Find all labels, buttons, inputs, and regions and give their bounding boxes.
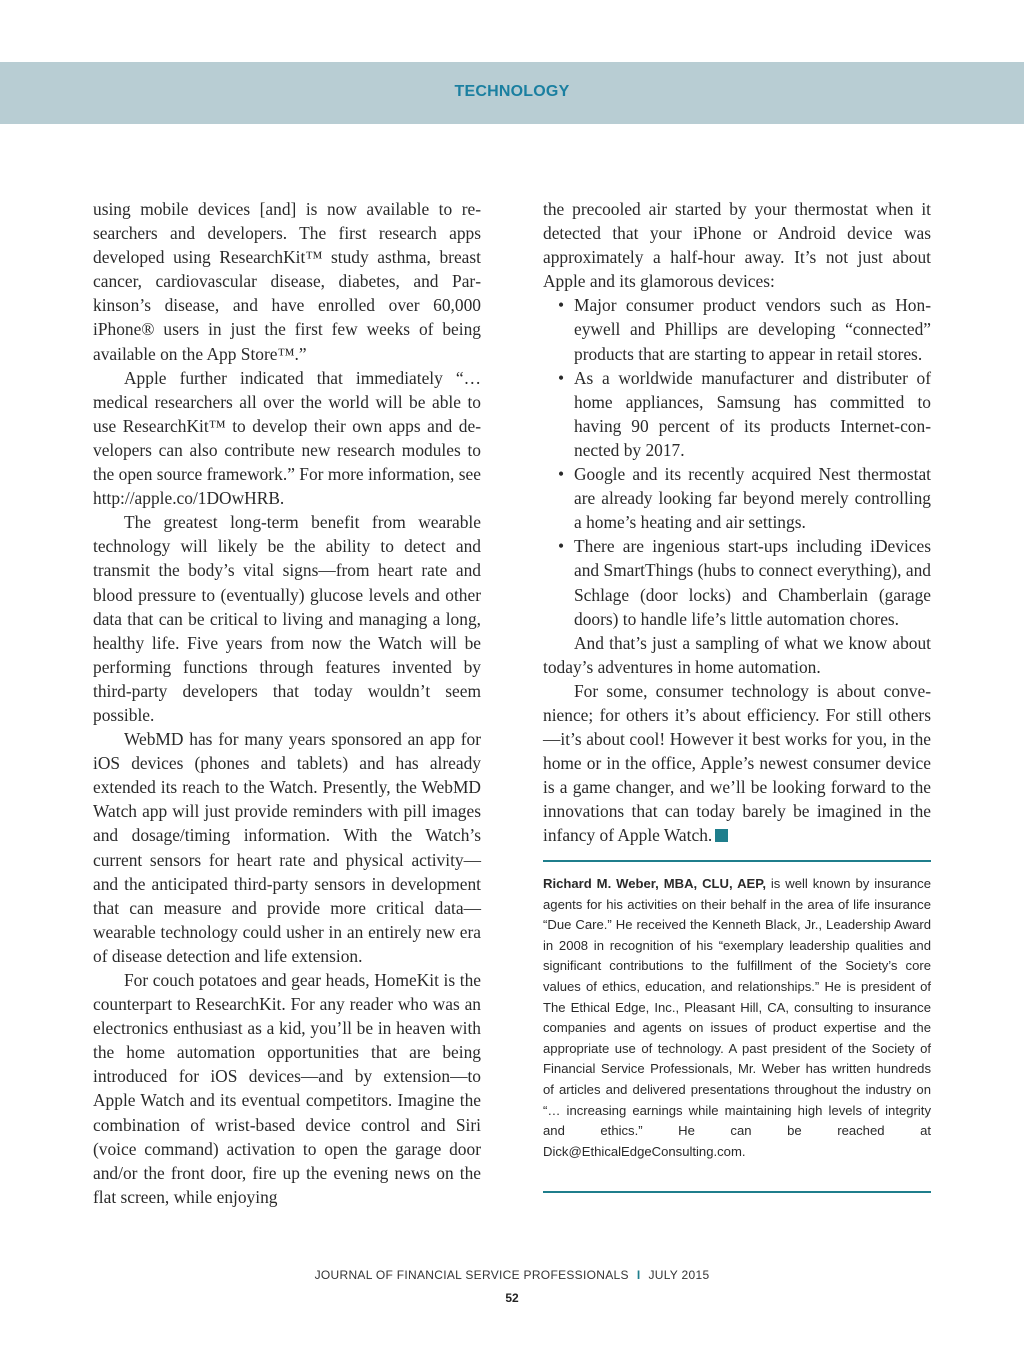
bullet-list — [543, 293, 931, 630]
author-name: Richard M. Weber, MBA, CLU, AEP, — [543, 876, 766, 891]
right-column — [543, 197, 931, 848]
paragraph: For couch potatoes and gear heads, HomeKit is the counterpart to ResearchKit. For any reader who was an electronics enthusiast as a kid, you’ll be in heaven with the home automation opportunities that are being introduced for iOS devices—and by extension—to Apple Watch and its eventual competitors. Imagine the combination of wrist-based device control and Siri (voice command) activation to open the garage door and/or the front door, fire up the evening news on the flat screen, while enjoying — [93, 970, 481, 1207]
paragraph: WebMD has for many years sponsored an app for iOS devices (phones and tablets) and has already extended its reach to the Watch. Presently, the WebMD Watch app will just provide reminders with pill images and dosage/timing information. With the Watch’s current sensors for heart rate and physical activity—and the anticipated third-party sensors in development that can measure and provide more critical data—wearable technology could usher in an entirely new era of disease detection and life extension. — [93, 729, 481, 966]
footer — [0, 1268, 1024, 1282]
paragraph: the precooled air started by your thermostat when it detected that your iPhone or Android device was approximately a half-hour away. It’s not just about Apple and its glamorous devices: — [543, 199, 931, 292]
left-column — [93, 197, 481, 1209]
bio-bottom-rule — [543, 1191, 931, 1193]
section-title: TECHNOLOGY — [454, 83, 570, 100]
paragraph: using mobile devices [and] is now available to researchers and developers. The first research apps developed using ResearchKit™ study asthma, breast cancer, cardiovascular disease, diabetes, and Parkinson’s disease, and have enrolled over 60,000 iPhone® users in just the first few weeks of being available on the App Store™.” — [93, 199, 481, 364]
bio-top-rule — [543, 860, 931, 862]
closing-text: For some, consumer technology is about convenience; for others it’s about efficiency. For still others—it’s about cool! However it best works for you, in the home or in the office, Apple’s newest consumer device is a game changer, and we’ll be looking forward to the innovations that can today barely be imagined in the infancy of Apple Watch. — [543, 680, 931, 846]
footer-separator: I — [636, 1268, 641, 1282]
bullet-item: • As a worldwide manufacturer and distributer of home appliances, Samsung has committed to having 90 percent of its products Internet-connected by 2017. — [543, 366, 931, 462]
bullet-item: • Google and its recently acquired Nest thermostat are already looking far beyond merely controlling a home’s heating and air settings. — [543, 462, 931, 534]
closing-paragraph — [543, 679, 931, 848]
paragraph: And that’s just a sampling of what we know about today’s adventures in home automation. — [543, 632, 931, 677]
paragraph: Apple further indicated that immediately “… medical researchers all over the world will be able to use ResearchKit™ to develop their own apps and developers can also contribute new research modules to the open source framework.” For more information, see http://apple.co/1DOwHRB. — [93, 367, 481, 509]
issue-date: JULY 2015 — [648, 1268, 710, 1282]
page-number: 52 — [505, 1291, 519, 1305]
paragraph: The greatest long-term benefit from wearable technology will likely be the ability to detect and transmit the body’s vital signs—from heart rate and blood pressure to (eventually) glucose levels and other data that can be critical to living and managing a long, healthy life. Five years from now the Watch will be performing functions through features invented by third-party developers that today wouldn’t seem possible. — [93, 512, 481, 725]
bullet-item: • Major consumer product vendors such as Honeywell and Phillips are developing “connected” products that are starting to appear in retail stores. — [543, 293, 931, 365]
author-bio-text: is well known by insurance agents for his activities on their behalf in the area of life insurance “Due Care.” He received the Kenneth Black, Jr., Leadership Award in 2008 in recognition of his “exemplary leadership qualities and significant contributions to the fulfillment of the Society’s core values of ethics, education, and relationships.” He is president of The Ethical Edge, Inc., Pleasant Hill, CA, consulting to insurance companies and agents on issues of product expertise and the appropriate use of technology. A past president of the Society of Financial Service Professionals, Mr. Weber has written hundreds of articles and delivered presentations throughout the industry on “… increasing earnings while maintaining high levels of integrity and ethics.” He can be reached at Dick@EthicalEdgeConsulting.com. — [543, 876, 931, 1159]
journal-name: JOURNAL OF FINANCIAL SERVICE PROFESSIONALS — [314, 1268, 629, 1282]
end-of-article-mark-icon — [715, 829, 728, 842]
author-bio — [543, 874, 931, 1162]
bullet-item: • There are ingenious start-ups including iDevices and SmartThings (hubs to connect everything), and Schlage (door locks) and Chamberlain (garage doors) to handle life’s little automation chores. — [543, 534, 931, 630]
